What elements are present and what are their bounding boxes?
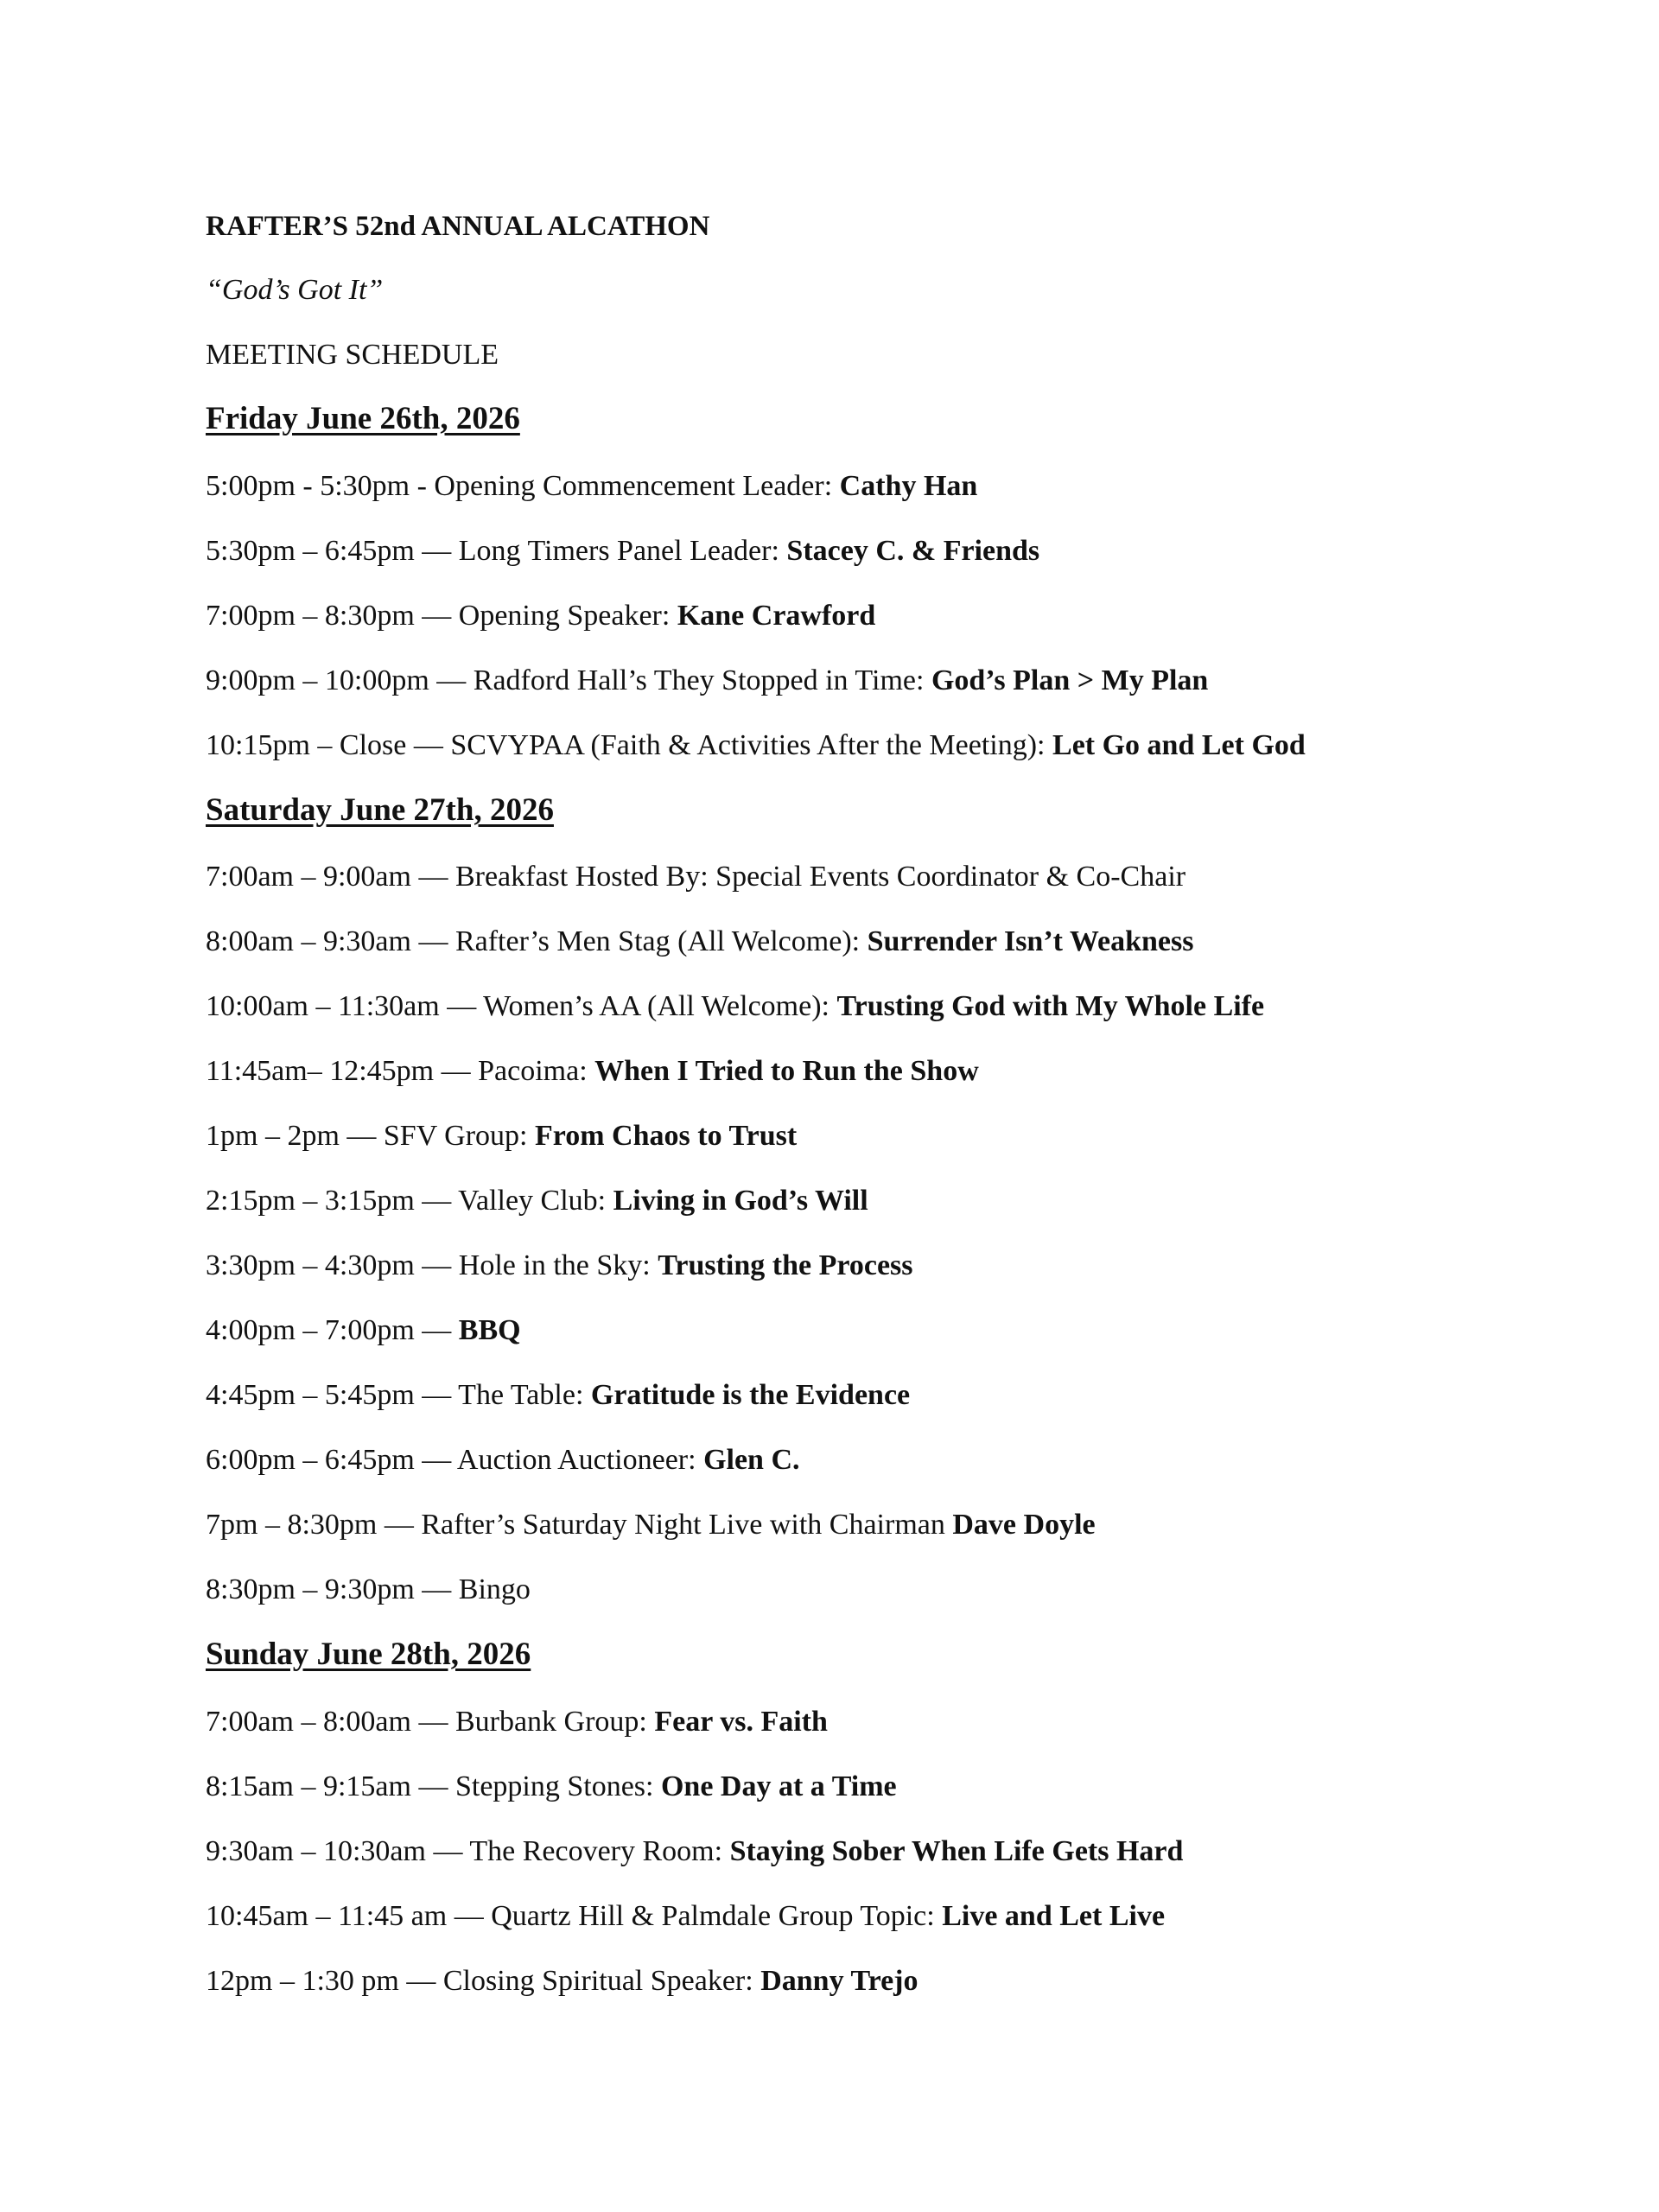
schedule-item-time: 10:15pm – Close — SCVYPAA (Faith & Activities After the Meeting): — [206, 729, 1053, 761]
schedule-item-topic: Cathy Han — [839, 470, 978, 502]
schedule-item — [206, 1378, 910, 1413]
schedule-label: MEETING SCHEDULE — [206, 339, 499, 371]
schedule-item-time: 9:00pm – 10:00pm — Radford Hall’s They Stopped in Time: — [206, 664, 931, 696]
schedule-item-topic: Dave Doyle — [952, 1509, 1096, 1541]
schedule-item — [206, 469, 977, 504]
schedule-item — [206, 1573, 531, 1607]
schedule-item-time: 6:00pm – 6:45pm — Auction Auctioneer: — [206, 1444, 704, 1476]
schedule-item-topic: Trusting the Process — [658, 1249, 913, 1281]
schedule-item-topic: Let Go and Let God — [1052, 729, 1306, 761]
event-title: RAFTER’S 52nd ANNUAL ALCATHON — [206, 211, 710, 242]
schedule-item-time: 7:00pm – 8:30pm — Opening Speaker: — [206, 600, 677, 632]
schedule-item-time: 4:00pm – 7:00pm — — [206, 1314, 459, 1346]
event-theme: “God’s Got It” — [206, 274, 384, 306]
schedule-item-time: 9:30am – 10:30am — The Recovery Room: — [206, 1835, 730, 1867]
schedule-item-topic: Staying Sober When Life Gets Hard — [729, 1835, 1184, 1867]
schedule-item — [206, 1770, 897, 1804]
schedule-item — [206, 728, 1306, 763]
day-heading-saturday: Saturday June 27th, 2026 — [206, 792, 554, 828]
schedule-item-time: 4:45pm – 5:45pm — The Table: — [206, 1379, 591, 1411]
schedule-item-topic: BBQ — [458, 1314, 521, 1346]
schedule-item-time: 10:45am – 11:45 am — Quartz Hill & Palmdale Group Topic: — [206, 1900, 943, 1932]
schedule-item-time: 8:00am – 9:30am — Rafter’s Men Stag (All Welcome): — [206, 925, 868, 957]
schedule-item — [206, 860, 1185, 894]
schedule-item-topic: God’s Plan > My Plan — [931, 664, 1209, 696]
schedule-item — [206, 1054, 979, 1089]
schedule-item — [206, 534, 1039, 569]
schedule-item-time: 2:15pm – 3:15pm — Valley Club: — [206, 1185, 613, 1217]
schedule-item-topic: Gratitude is the Evidence — [590, 1379, 911, 1411]
day-heading-friday: Friday June 26th, 2026 — [206, 401, 520, 436]
schedule-item — [206, 1119, 797, 1154]
schedule-item-time: 10:00am – 11:30am — Women’s AA (All Welcome): — [206, 990, 837, 1022]
schedule-item — [206, 1184, 868, 1218]
schedule-item-time: 3:30pm – 4:30pm — Hole in the Sky: — [206, 1249, 658, 1281]
schedule-item — [206, 599, 875, 633]
schedule-item-topic: Live and Let Live — [942, 1900, 1166, 1932]
schedule-item — [206, 1249, 913, 1283]
schedule-item — [206, 1705, 828, 1739]
schedule-item-time: 1pm – 2pm — SFV Group: — [206, 1120, 535, 1152]
schedule-item — [206, 1443, 800, 1478]
day-heading-sunday: Sunday June 28th, 2026 — [206, 1637, 531, 1672]
schedule-item — [206, 1834, 1183, 1869]
schedule-item-time: 8:30pm – 9:30pm — Bingo — [206, 1573, 531, 1605]
schedule-item — [206, 925, 1193, 959]
schedule-item — [206, 1899, 1165, 1934]
schedule-item-topic: Kane Crawford — [677, 600, 876, 632]
schedule-item — [206, 989, 1264, 1024]
schedule-item-topic: Living in God’s Will — [613, 1185, 868, 1217]
schedule-item-time: 8:15am – 9:15am — Stepping Stones: — [206, 1770, 661, 1802]
schedule-item-time: 7:00am – 9:00am — Breakfast Hosted By: Special Events Coordinator & Co-Chair — [206, 861, 1186, 893]
schedule-item-topic: Surrender Isn’t Weakness — [867, 925, 1194, 957]
schedule-item-time: 7pm – 8:30pm — Rafter’s Saturday Night Live with Chairman — [206, 1509, 953, 1541]
schedule-item-time: 11:45am– 12:45pm — Pacoima: — [206, 1055, 595, 1087]
schedule-item — [206, 664, 1208, 698]
schedule-item-topic: Danny Trejo — [760, 1965, 918, 1997]
schedule-item-topic: Fear vs. Faith — [654, 1706, 828, 1738]
schedule-item — [206, 1313, 521, 1348]
schedule-item-topic: Glen C. — [703, 1444, 800, 1476]
schedule-item-topic: One Day at a Time — [660, 1770, 897, 1802]
schedule-item — [206, 1964, 918, 1999]
schedule-item — [206, 1508, 1096, 1542]
schedule-item-topic: When I Tried to Run the Show — [594, 1055, 979, 1087]
schedule-item-time: 5:30pm – 6:45pm — Long Timers Panel Leader: — [206, 535, 787, 567]
schedule-item-time: 7:00am – 8:00am — Burbank Group: — [206, 1706, 655, 1738]
schedule-item-time: 5:00pm - 5:30pm - Opening Commencement Leader: — [206, 470, 840, 502]
schedule-item-time: 12pm – 1:30 pm — Closing Spiritual Speaker: — [206, 1965, 761, 1997]
schedule-item-topic: Stacey C. & Friends — [786, 535, 1040, 567]
schedule-item-topic: Trusting God with My Whole Life — [836, 990, 1265, 1022]
schedule-item-topic: From Chaos to Trust — [534, 1120, 798, 1152]
